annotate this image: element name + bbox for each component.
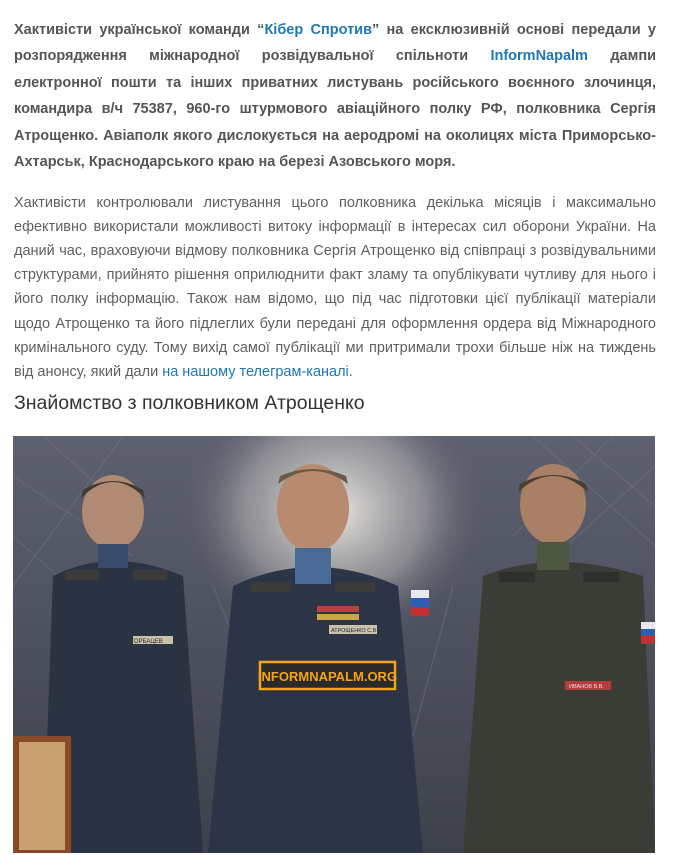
lead-text-3: дампи електронної пошти та інших приватних листувань російського воєнного злочинця, командира в/ч 75387, 960-го штурмового авіаційного полку РФ, полковника Сергія Атрощенко. Авіаполк якого дислокується на аеродромі на околицях міста Приморсько-Ахтарськ, Краснодарського краю на березі Азовського моря. [14,48,656,170]
lead-text-1: Хактивісти української команди “ [14,21,265,38]
name-tag-center: АТРОЩЕНКО С.В. [331,628,378,634]
lead-paragraph [14,17,656,176]
section-heading: Знайомство з полковником Атрощенко [14,392,365,414]
name-tag-left: ГОРБАЦЕВ [131,639,163,645]
body-text: Хактивісти контролювали листування цього полковника декілька місяців і максимально ефективно використали можливості витоку інформації в інтересах сил оборони України. На даний час, враховуючи відмову полковника Сергія Атрощенко від співпраці з розвідувальними структурами, прийнято рішення оприлюднити факт зламу та опублікувати чутливу для нього і його полку інформацію. Також нам відомо, що під час підготовки цієї публікації матеріали щодо Атрощенко та його підлеглих були передані для оформлення ордера від Міжнародного кримінального суду. Тому вихід самої публікації ми притримали трохи більше ніж на тиждень від анонсу, який дали [14,194,656,380]
body-paragraph [14,191,656,385]
watermark-text: INFORMNAPALM.ORG [257,669,398,684]
officers-photo-illustration [13,436,655,853]
lead-text-2: ” на ексклюзивній основі передали у розпорядження міжнародної розвідувальної спільноти [14,21,656,64]
telegram-channel-link[interactable]: на нашому телеграм-каналі [162,363,349,380]
officers-photo [13,436,655,853]
name-tag-right: ИВАНОВ В.В. [569,684,604,690]
body-text-end: . [348,363,353,380]
kiber-sprotyv-link[interactable]: Кібер Спротив [264,21,372,38]
informnapalm-link[interactable]: InformNapalm [490,48,588,64]
